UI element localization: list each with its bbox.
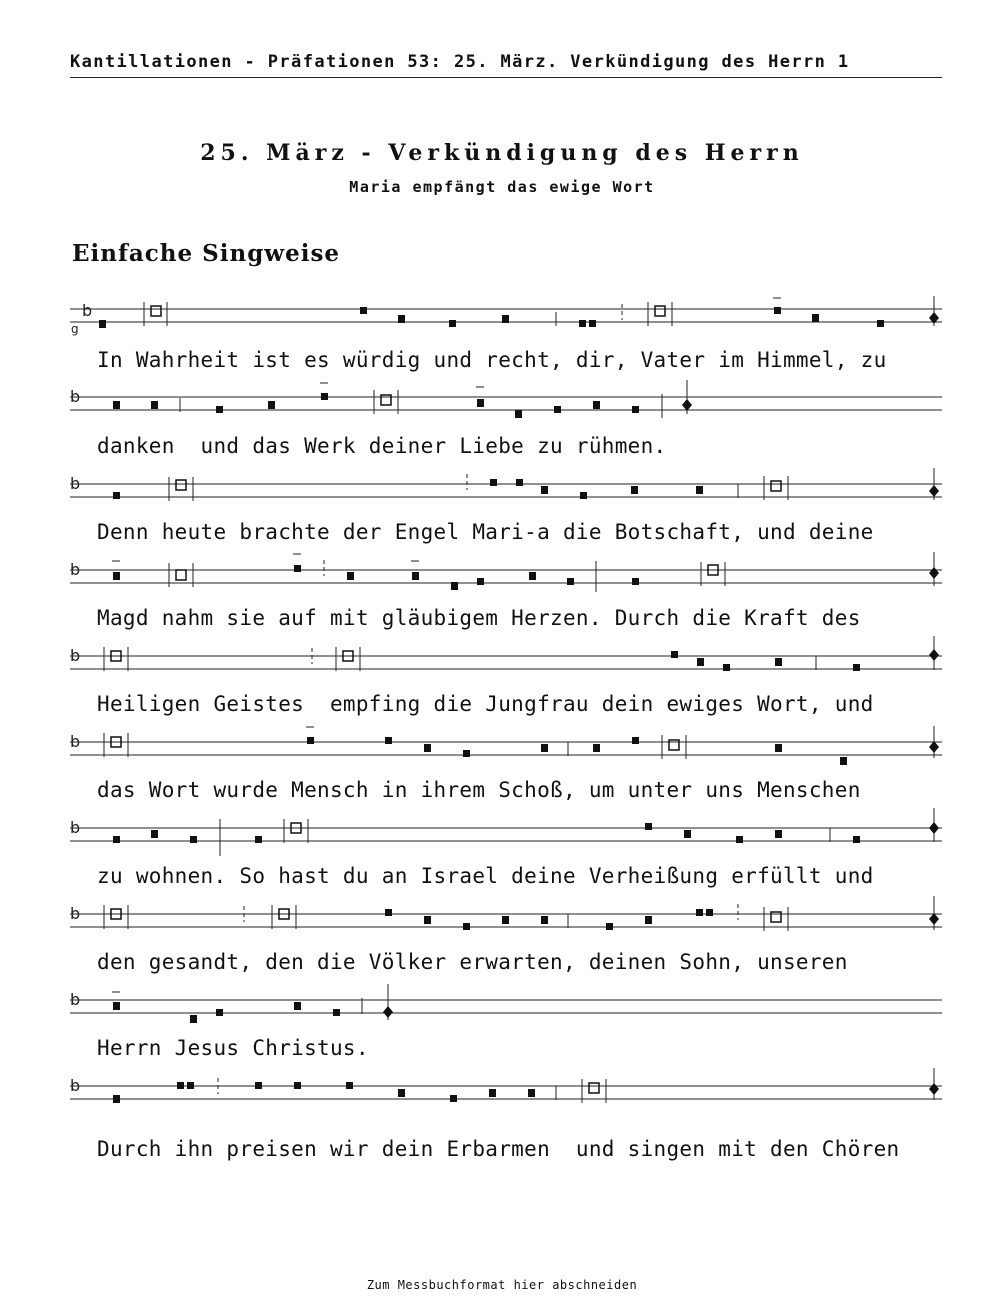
svg-text:b: b: [70, 990, 81, 1009]
staff-marker: g: [71, 322, 79, 336]
music-staff: [70, 558, 942, 588]
header-rule: [70, 77, 942, 78]
svg-text:b: b: [70, 818, 81, 837]
music-staff: [70, 816, 942, 846]
page-subtitle: Maria empfängt das ewige Wort: [349, 178, 655, 196]
music-staff: [70, 1074, 942, 1104]
music-staff: [70, 300, 942, 336]
music-staff: [70, 644, 942, 674]
lyric-line: In Wahrheit ist es würdig und recht, dir, Vater im Himmel, zu: [97, 348, 887, 372]
music-staff: [70, 386, 942, 416]
lyric-line: zu wohnen. So hast du an Israel deine Verheißung erfüllt und: [97, 864, 874, 888]
running-header: Kantillationen - Präfationen 53: 25. März. Verkündigung des Herrn 1: [70, 52, 850, 72]
svg-text:b: b: [70, 1076, 81, 1095]
flat-clef-icon: b: [82, 301, 93, 320]
staff-notation: [70, 300, 942, 340]
page-title: 25. März - Verkündigung des Herrn: [200, 140, 804, 166]
music-staff: [70, 902, 942, 932]
svg-text:b: b: [70, 474, 81, 493]
cut-line-note: Zum Messbuchformat hier abschneiden: [366, 1278, 638, 1292]
lyric-line: Herrn Jesus Christus.: [97, 1036, 369, 1060]
lyric-line: danken und das Werk deiner Liebe zu rühmen.: [97, 434, 667, 458]
lyric-line: Heiligen Geistes empfing die Jungfrau dein ewiges Wort, und: [97, 692, 874, 716]
lyric-line: das Wort wurde Mensch in ihrem Schoß, um unter uns Menschen: [97, 778, 861, 802]
svg-text:b: b: [70, 646, 81, 665]
lyric-line: den gesandt, den die Völker erwarten, deinen Sohn, unseren: [97, 950, 848, 974]
svg-text:b: b: [70, 904, 81, 923]
svg-text:b: b: [70, 560, 81, 579]
lyric-line: Magd nahm sie auf mit gläubigem Herzen. Durch die Kraft des: [97, 606, 861, 630]
section-heading: Einfache Singweise: [72, 240, 341, 267]
music-staff: [70, 472, 942, 502]
lyric-line: Denn heute brachte der Engel Mari-a die Botschaft, und deine: [97, 520, 874, 544]
music-staff: [70, 730, 942, 760]
lyric-line: Durch ihn preisen wir dein Erbarmen und singen mit den Chören: [97, 1137, 900, 1161]
svg-text:b: b: [70, 732, 81, 751]
music-staff: [70, 988, 942, 1018]
svg-text:b: b: [70, 387, 81, 406]
